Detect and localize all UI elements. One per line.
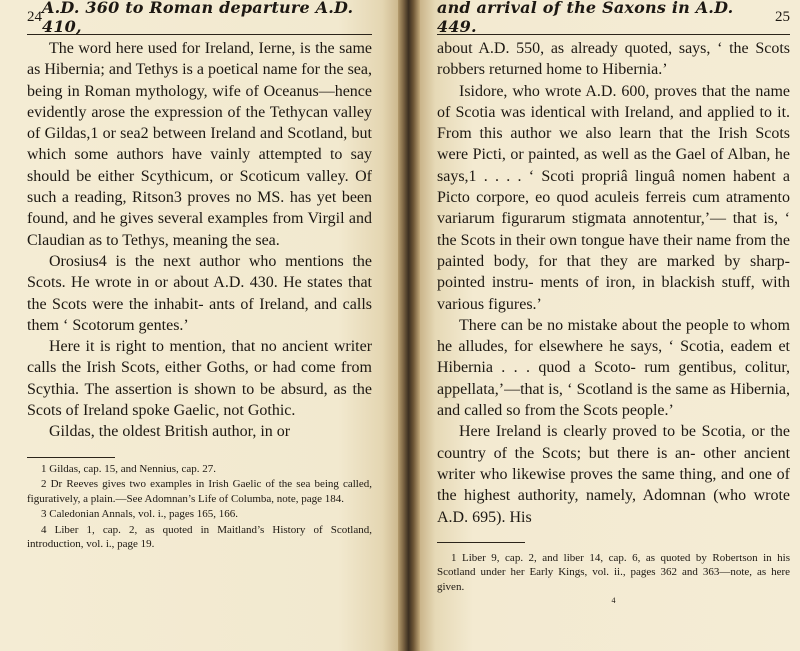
text-line: namely, Adomnan (who wrote A.D. 695). His bbox=[437, 487, 790, 526]
text-line: the Scots. He wrote in or about A.D. 430. bbox=[27, 252, 372, 292]
left-running-head: A.D. 360 to Roman departure A.D. 410, bbox=[42, 0, 354, 36]
paragraph bbox=[437, 81, 790, 315]
text-line: the same as Hibernia; and Tethys is a poetical bbox=[27, 40, 373, 79]
text-line: say should be either Scythicum, or Scoticum bbox=[27, 146, 372, 185]
footnote-rule bbox=[27, 457, 115, 458]
footnote: 4 Liber 1, cap. 2, as quoted in Maitland’s History of Scotland, introduction, vol. i., page 19. bbox=[27, 523, 372, 551]
footnote-rule bbox=[437, 542, 525, 543]
text-line: Tethys, meaning the sea. bbox=[122, 231, 280, 249]
paragraph bbox=[27, 251, 372, 336]
text-line: expression of the Tethycan valley of Gildas,1 bbox=[27, 103, 373, 143]
right-running-head: and arrival of the Saxons in A.D. 449. bbox=[437, 0, 734, 36]
right-body-text bbox=[437, 38, 790, 528]
footnote: 2 Dr Reeves gives two examples in Irish Gaelic of the sea being called, figuratively, a plain.—See Adomnan’s Life of Columba, note, page 184. bbox=[27, 478, 372, 505]
paragraph bbox=[27, 421, 372, 442]
text-line: as well as the Gael of Alban, he says,1 . . . . bbox=[437, 146, 791, 185]
right-page bbox=[420, 0, 800, 651]
left-page-number: 24 bbox=[27, 8, 42, 25]
text-line: Scots robbers returned home to Hibernia.’ bbox=[437, 40, 791, 79]
left-footnotes bbox=[27, 462, 372, 552]
text-line: the name of Scotia was identical with Ireland, bbox=[437, 82, 790, 121]
text-line: writer calls the Irish Scots, either Goths, or bbox=[27, 338, 373, 377]
signature-mark: 4 bbox=[611, 596, 616, 606]
text-line: Here it is right to mention, that no ancient bbox=[49, 338, 329, 356]
text-line: or sea2 between Ireland and Scotland, but bbox=[102, 125, 373, 143]
text-line: and applied to it. From this author we also bbox=[437, 103, 791, 143]
footnote: 1 Liber 9, cap. 2, and liber 14, cap. 6, as quoted by Robertson in his Scotland under her Early Kings, vol. ii., pages 362 and 363—note, as here given. bbox=[437, 551, 790, 593]
text-line: ments of iron, in blackish stuff, with various bbox=[437, 274, 791, 313]
text-line: Orosius4 is the next author who mentions bbox=[49, 252, 344, 270]
text-line: ‘ Scoti propriâ linguâ nomen habent a Picto bbox=[437, 167, 790, 207]
text-line: which some authors have vainly attempted to bbox=[27, 146, 343, 164]
text-line: variarum figurarum stigmata annotentur,’— bbox=[437, 210, 727, 228]
text-line: to be absurd, as the Scots of Ireland spoke bbox=[27, 380, 373, 420]
text-line: same thing, and one of the highest authority, bbox=[437, 465, 791, 505]
left-page bbox=[0, 0, 398, 651]
text-line: from the Scots people.’ bbox=[524, 402, 674, 420]
text-line: MS. has yet been found, and he gives several bbox=[27, 189, 373, 228]
text-line: their name from the painted body, for that bbox=[437, 231, 790, 270]
text-line: gentes.’ bbox=[138, 316, 189, 334]
text-line: valley. Of such a reading, Ritson3 proves no bbox=[27, 167, 373, 207]
text-line: Gildas, the oldest British author, in or bbox=[49, 423, 291, 441]
text-line: The word here used for Ireland, Ierne, is bbox=[49, 40, 311, 57]
right-footnotes bbox=[437, 551, 790, 595]
right-page-number: 25 bbox=[775, 8, 790, 25]
paragraph bbox=[27, 38, 372, 251]
footnote: 1 Gildas, cap. 15, and Nennius, cap. 27. bbox=[41, 462, 217, 475]
text-line: name for the sea, being in Roman mythology, bbox=[27, 61, 372, 100]
text-line: ‘ Scotland is the same as Hibernia, and called so bbox=[437, 380, 791, 420]
text-line: wife of Oceanus—hence evidently arose the bbox=[27, 82, 372, 121]
text-line: corpore, eo quod aculeis ferreis cum atramento bbox=[476, 189, 791, 207]
right-page-header bbox=[437, 0, 790, 34]
text-line: other ancient writer who likewise proves the bbox=[437, 444, 791, 483]
text-line: Isidore, who wrote A.D. 600, proves that bbox=[459, 82, 726, 100]
text-line: rum gentibus, colitur, appellata,’—that is, bbox=[437, 359, 791, 398]
text-line: had come from Scythia. The assertion is shown bbox=[27, 359, 373, 398]
paragraph bbox=[437, 315, 790, 421]
text-line: He states that the Scots were the inhabit- bbox=[27, 274, 373, 313]
text-line: ants of Ireland, and calls them ‘ Scotorum bbox=[27, 295, 373, 334]
text-line: Here Ireland is clearly proved to be Scotia, bbox=[459, 423, 746, 441]
paragraph bbox=[437, 421, 790, 527]
text-line: figures.’ bbox=[488, 295, 542, 313]
book-gutter bbox=[398, 0, 420, 651]
text-line: about A.D. 550, as already quoted, says, ‘ the bbox=[437, 40, 749, 57]
text-line: Gaelic, not Gothic. bbox=[173, 402, 296, 420]
text-line: they are marked by sharp-pointed instru- bbox=[437, 252, 790, 292]
text-line: examples from Virgil and Claudian as to bbox=[27, 210, 373, 249]
text-line: There can be no mistake about the people bbox=[459, 316, 729, 334]
text-line: ‘ Scotia, eadem et Hibernia . . . quod a Scoto- bbox=[437, 338, 790, 377]
text-line: or the country of the Scots; but there is an- bbox=[437, 423, 791, 462]
text-line: to whom he alludes, for elsewhere he says, bbox=[437, 316, 790, 356]
left-body-text bbox=[27, 38, 372, 443]
text-line: that is, ‘ the Scots in their own tongue have bbox=[437, 210, 791, 249]
paragraph bbox=[27, 336, 372, 421]
left-page-header bbox=[27, 0, 372, 34]
footnote: 3 Caledonian Annals, vol. i., pages 165, 166. bbox=[41, 508, 239, 521]
text-line: learn that the Irish Scots were Picti, or painted, bbox=[437, 125, 791, 164]
paragraph bbox=[437, 38, 790, 81]
